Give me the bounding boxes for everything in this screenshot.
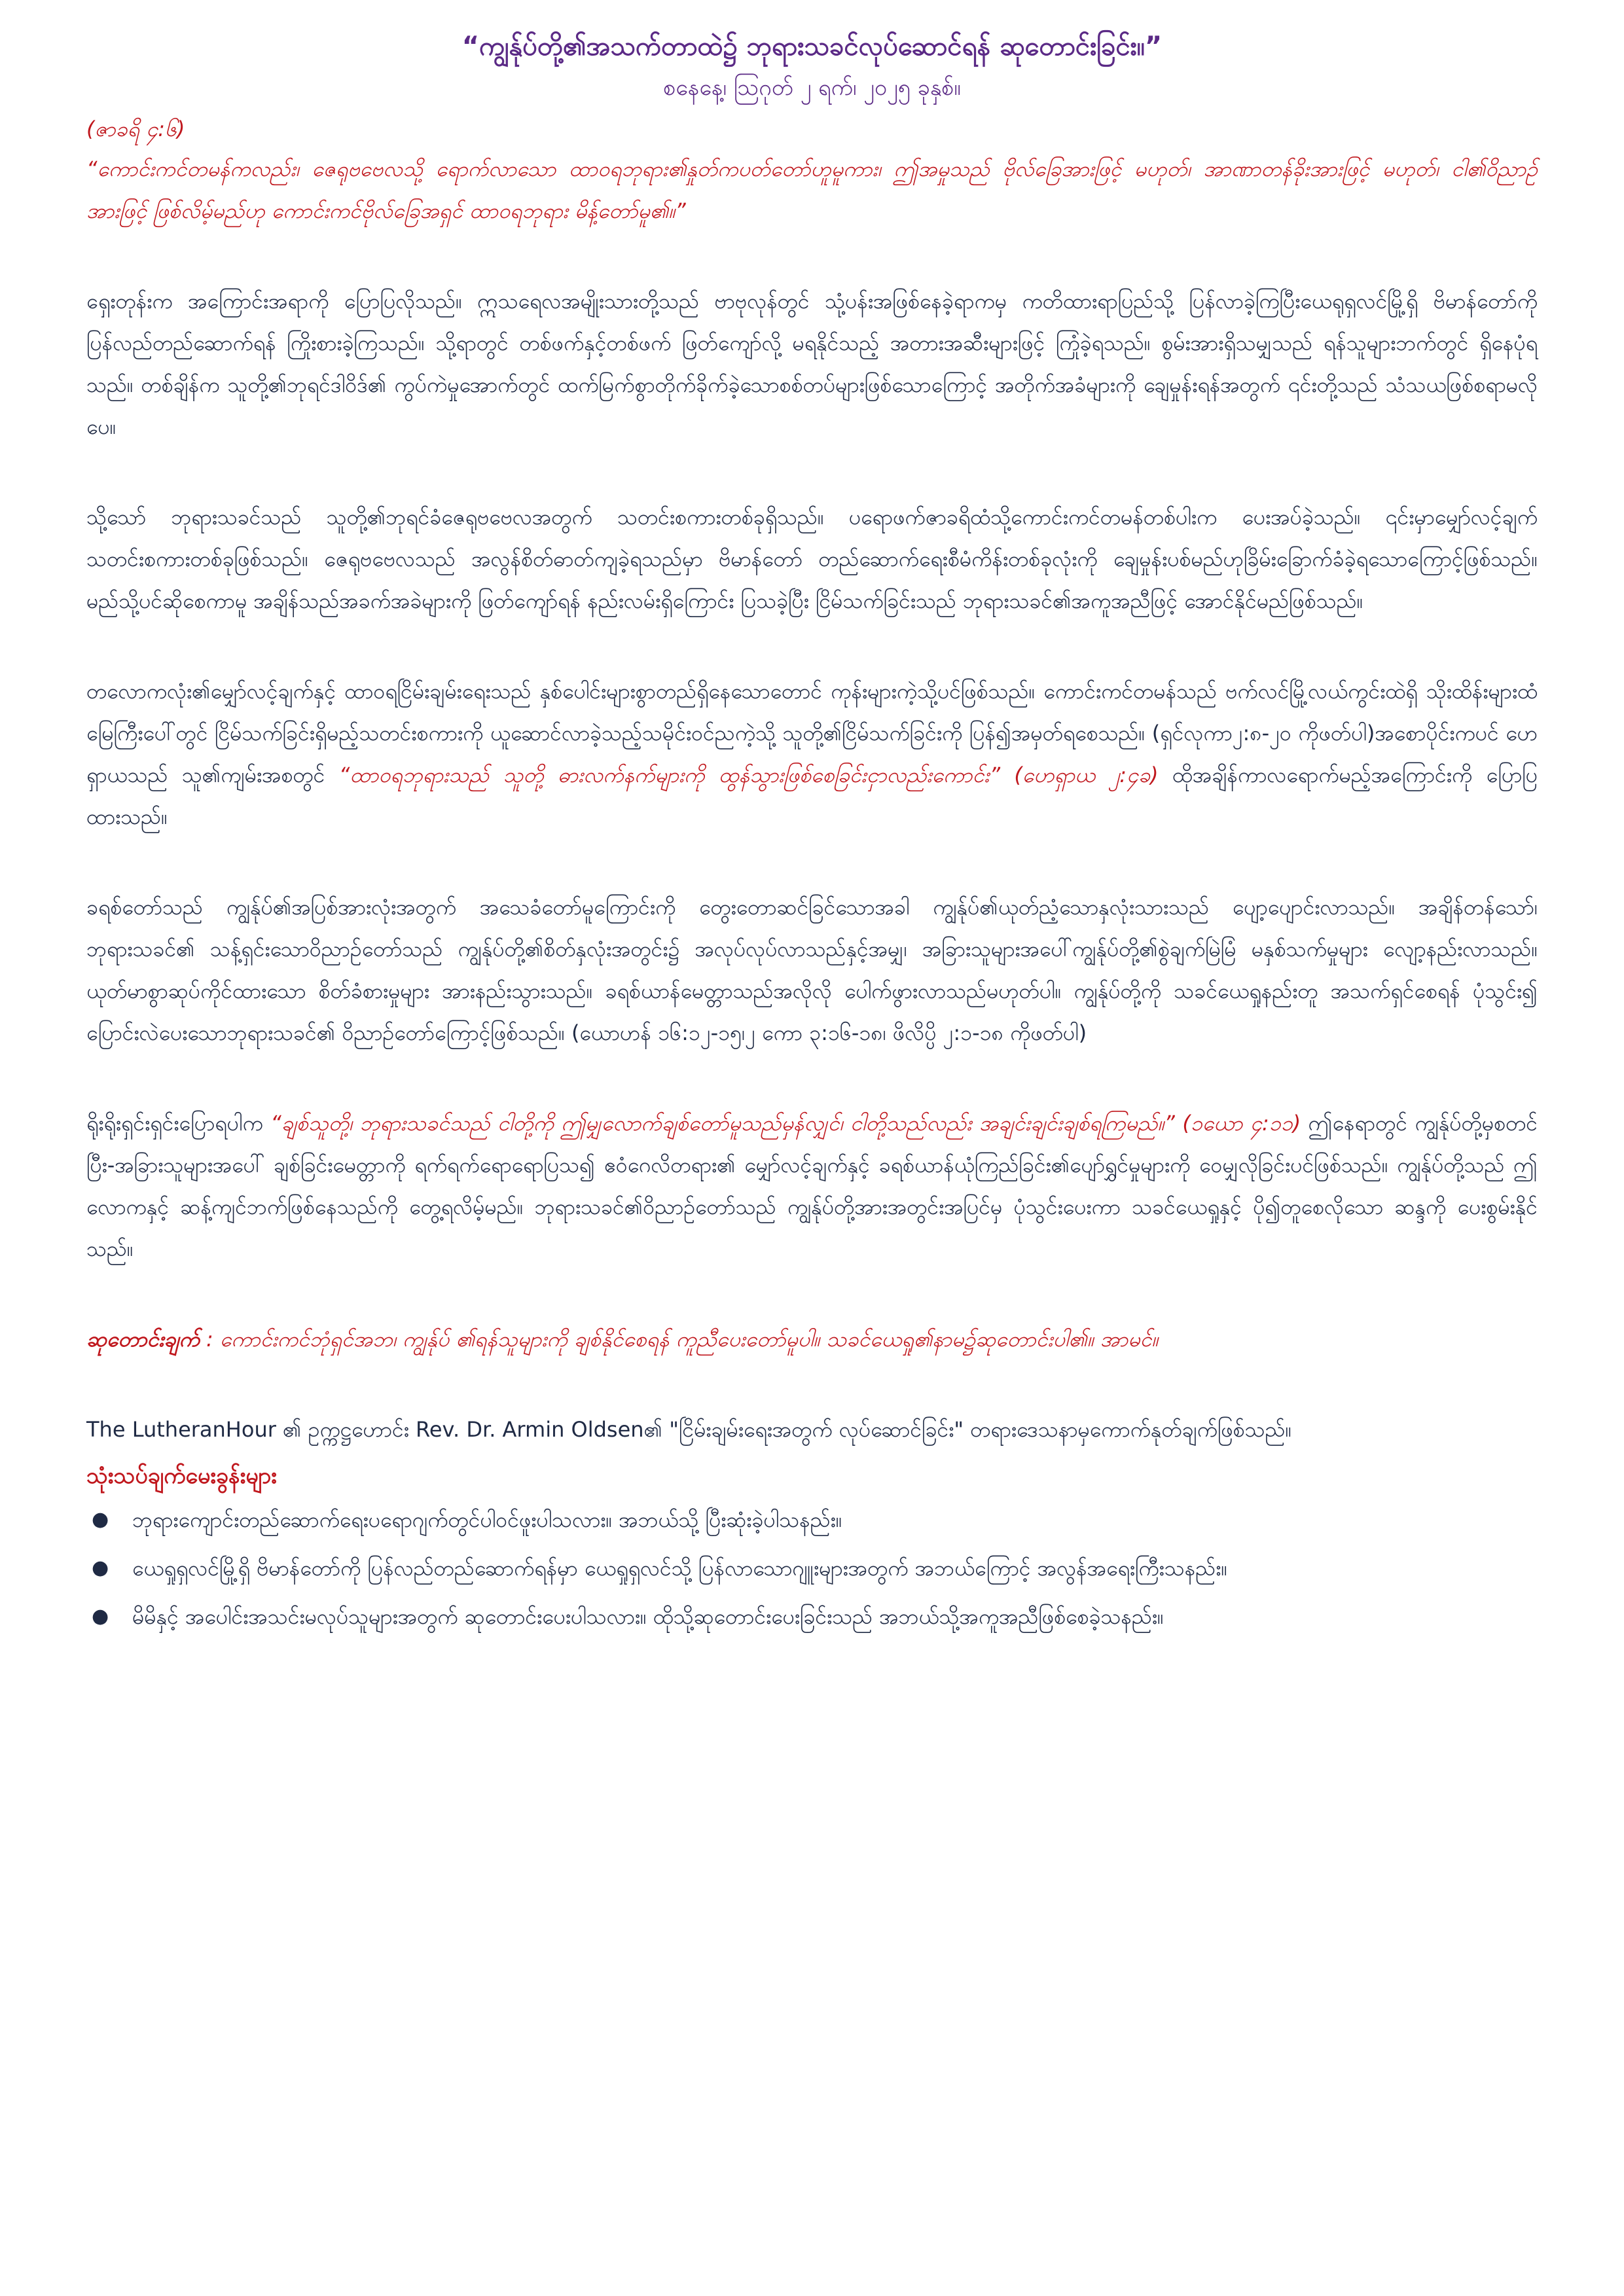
paragraph-3-text-before: တလောကလုံး၏မျှော်လင့်ချက်နှင့် ထာဝရငြိမ်းချမ်းရေးသည် နှစ်ပေါင်းများစွာတည်ရှိနေသောတောင် ကုန်းများကဲ့သို့ပင်ဖြစ်သည်။ ကောင်းကင်တမန်သည် ဗက်လင်မြို့လယ်ကွင်းထဲရှိ သိုးထိန်းများထံ မြေကြီးပေါ်တွင် ငြိမ်သက်ခြင်းရှိမည့်သတင်းစကားကို ယူဆောင်လာခဲ့သည့်သမိုင်းဝင်ညကဲ့သို့ သူတို့၏ငြိမ်သက်ခြင်းကို ပြန်၍အမှတ်ရစေသည်။ (ရှင်လုကာ၂:၈-၂၀ ကိုဖတ်ပါ)အစောပိုင်းကပင် ဟေရှာယသည် သူ၏ကျမ်းအစတွင် [86,679,1538,787]
bullet-icon: ● [92,1556,109,1579]
bullet-icon: ● [92,1605,109,1628]
body-paragraph-2: သို့သော် ဘုရားသခင်သည် သူတို့၏ဘုရင်ခံဇေရုဗဗေလအတွက် သတင်းစကားတစ်ခုရှိသည်။ ပရောဖက်ဇာခရိထံသို့ကောင်းကင်တမန်တစ်ပါးက ပေးအပ်ခဲ့သည်။ ၎င်းမှာမျှော်လင့်ချက် သတင်းစကားတစ်ခုဖြစ်သည်။ ဇေရုဗဗေလသည် အလွန်စိတ်ဓာတ်ကျခဲ့ရသည်မှာ ဗိမာန်တော် တည်ဆောက်ရေးစီမံကိန်းတစ်ခုလုံးကို ချေမှုန်းပစ်မည်ဟုခြိမ်းခြောက်ခံခဲ့ရသောကြောင့်ဖြစ်သည်။ မည်သို့ပင်ဆိုစေကာမူ အချိန်သည်အခက်အခဲများကို ဖြတ်ကျော်ရန် နည်းလမ်းရှိကြောင်း ပြသခဲ့ပြီး ငြိမ်သက်ခြင်းသည် ဘုရားသခင်၏အကူအညီဖြင့် အောင်နိုင်မည်ဖြစ်သည်။ [86,505,1538,613]
body-paragraph-1: ရှေးတုန်းက အကြောင်းအရာကို ပြောပြလိုသည်။ ဣသရေလအမျိုးသားတို့သည် ဗာဗုလုန်တွင် သုံ့ပန်းအဖြစ်နေခဲ့ရာကမှ ကတိထားရာပြည်သို့ ပြန်လာခဲ့ကြပြီးယေရုရှလင်မြို့ရှိ ဗိမာန်တော်ကို ပြန်လည်တည်ဆောက်ရန် ကြိုးစားခဲ့ကြသည်။ သို့ရာတွင် တစ်ဖက်နှင့်တစ်ဖက် ဖြတ်ကျော်လို့ မရနိုင်သည့် အတားအဆီးများဖြင့် ကြုံခဲ့ရသည်။ စွမ်းအားရှိသမျှသည် ရန်သူများဘက်တွင် ရှိနေပုံရသည်။ တစ်ချိန်က သူတို့၏ဘုရင်ဒါဝိဒ်၏ ကွပ်ကဲမှုအောက်တွင် ထက်မြက်စွာတိုက်ခိုက်ခဲ့သောစစ်တပ်များဖြစ်သောကြောင့် အတိုက်အခံများကို ချေမှုန်းရန်အတွက် ၎င်းတို့သည် သံသယဖြစ်စရာမလိုပေ။ [86,289,1538,439]
paragraph-5-text-before: ရိုးရိုးရှင်းရှင်းပြောရပါက [86,1111,271,1136]
paragraph-3-text-after: ထိုအချိန်ကာလရောက်မည့်အကြောင်းကို ပြောပြထားသည်။ [86,762,1538,829]
prayer-block [86,1318,1538,1360]
question-text: ယေရှုရှလင်မြို့ရှိ ဗိမာန်တော်ကို ပြန်လည်တည်ဆောက်ရန်မှာ ယေရှုရှလင်သို့ ပြန်လာသောဂျူးများအတွက် အဘယ်ကြောင့် အလွန်အရေးကြီးသနည်း။ [132,1556,1228,1581]
reflection-question [86,1596,1538,1638]
scripture-quote: “ကောင်းကင်တမန်ကလည်း၊ ဇေရုဗဗေလသို့ ရောက်လာသော ထာဝရဘုရား၏နှုတ်ကပတ်တော်ဟူမူကား၊ ဤအမှုသည် ဗိုလ်ခြေအားဖြင့် မဟုတ်၊ အာဏာတန်ခိုးအားဖြင့် မဟုတ်၊ ငါ၏ဝိညာဉ်အားဖြင့် ဖြစ်လိမ့်မည်ဟု ကောင်းကင်ဗိုလ်ခြေအရှင် ထာဝရဘုရား မိန့်တော်မူ၏။” [86,156,1538,223]
isaiah-quote: “ထာဝရဘုရားသည် သူတို့ ဓားလက်နက်များကို ထွန်သွားဖြစ်စေခြင်းငှာလည်းကောင်း” (ဟေရှာယ ၂:၄ခ) [338,762,1159,787]
reflection-question [86,1499,1538,1541]
scripture-reference: (ဇာခရိ ၄:၆) [86,117,185,141]
body-paragraph-3 [86,670,1538,838]
body-paragraph-4: ခရစ်တော်သည် ကျွန်ုပ်၏အပြစ်အားလုံးအတွက် အသေခံတော်မူကြောင်းကို တွေးတောဆင်ခြင်သောအခါ ကျွန်ုပ်၏ယုတ်ညံ့သောနှလုံးသားသည် ပျော့ပျောင်းလာသည်။ အချိန်တန်သော်၊ ဘုရားသခင်၏ သန့်ရှင်းသောဝိညာဉ်တော်သည် ကျွန်ုပ်တို့၏စိတ်နှလုံးအတွင်း၌ အလုပ်လုပ်လာသည်နှင့်အမျှ၊ အခြားသူများအပေါ်ကျွန်ုပ်တို့၏စွဲချက်မြဲမြံ မနှစ်သက်မှုများ လျော့နည်းလာသည်။ ယုတ်မာစွာဆုပ်ကိုင်ထားသော စိတ်ခံစားမှုများ အားနည်းသွားသည်။ ခရစ်ယာန်မေတ္တာသည်အလိုလို ပေါက်ဖွားလာသည်မဟုတ်ပါ။ ကျွန်ုပ်တို့ကို သခင်ယေရှုနည်းတူ အသက်ရှင်စေရန် ပုံသွင်း၍ ပြောင်းလဲပေးသောဘုရားသခင်၏ ဝိညာဉ်တော်ကြောင့်ဖြစ်သည်။ (ယောဟန် ၁၆:၁၂-၁၅၊၂ ကော ၃:၁၆-၁၈၊ ဖိလိပ္ပိ ၂:၁-၁၈ ကိုဖတ်ပါ) [86,895,1538,1045]
source-attribution: The LutheranHour ၏ ဥက္ကဋ္ဌဟောင်း Rev. Dr. Armin Oldsen၏ "ငြိမ်းချမ်းရေးအတွက် လုပ်ဆောင်ခြင်း" တရားဒေသနာမှကောက်နုတ်ချက်ဖြစ်သည်။ [86,1417,1292,1442]
body-paragraph-5 [86,1102,1538,1270]
reflection-question [86,1547,1538,1589]
devotion-date: စနေနေ့၊ ဩဂုတ် ၂ ရက်၊ ၂၀၂၅ ခုနှစ်။ [663,75,961,101]
john-quote: “ချစ်သူတို့၊ ဘုရားသခင်သည် ငါတို့ကို ဤမျှလောက်ချစ်တော်မူသည်မှန်လျှင်၊ ငါတို့သည်လည်း အချင်းချင်းချစ်ရကြမည်။” (၁ယော ၄:၁၁) [270,1111,1301,1136]
prayer-label: ဆုတောင်းချက် [86,1327,200,1352]
reflection-heading: သုံးသပ်ချက်မေးခွန်းများ [86,1463,277,1489]
question-text: မိမိနှင့် အပေါင်းအသင်းမလုပ်သူများအတွက် ဆုတောင်းပေးပါသလား။ ထိုသို့ဆုတောင်းပေးခြင်းသည် အဘယ်သို့အကူအညီဖြစ်စေခဲ့သနည်း။ [132,1604,1164,1629]
question-text: ဘုရားကျောင်းတည်ဆောက်ရေးပရောဂျက်တွင်ပါဝင်ဖူးပါသလား။ အဘယ်သို့ ပြီးဆုံးခဲ့ပါသနည်း။ [132,1507,842,1532]
prayer-text: : ကောင်းကင်ဘုံရှင်အဘ၊ ကျွန်ုပ် ၏ရန်သူများကို ချစ်နိုင်စေရန် ကူညီပေးတော်မူပါ။ သခင်ယေရှု၏နာမ၌ဆုတောင်းပါ၏။ အာမင်။ [199,1327,1159,1352]
paragraph-5-text-after: ဤနေရာတွင် ကျွန်ုပ်တို့မှစတင်ပြီး-အခြားသူများအပေါ် ချစ်ခြင်းမေတ္တာကို ရက်ရက်ရောရောပြသ၍ ဧဝံဂေလိတရား၏ မျှော်လင့်ချက်နှင့် ခရစ်ယာန်ယုံကြည်ခြင်း၏ပျော်ရွှင်မှုများကို ဝေမျှလိုခြင်းပင်ဖြစ်သည်။ ကျွန်ုပ်တို့သည် ဤလောကနှင့် ဆန့်ကျင်ဘက်ဖြစ်နေသည်ကို တွေ့ရလိမ့်မည်။ ဘုရားသခင်၏ဝိညာဉ်တော်သည် ကျွန်ုပ်တို့အားအတွင်းအပြင်မှ ပုံသွင်းပေးကာ သခင်ယေရှုနှင့် ပို၍တူစေလိုသော ဆန္ဒကို ပေးစွမ်းနိုင်သည်။ [86,1111,1538,1261]
devotion-title: “ကျွန်ုပ်တို့၏အသက်တာထဲ၌ ဘုရားသခင်လုပ်ဆောင်ရန် ဆုတောင်းခြင်း။” [461,31,1163,62]
bullet-icon: ● [92,1508,109,1531]
reflection-questions [86,1499,1538,1638]
